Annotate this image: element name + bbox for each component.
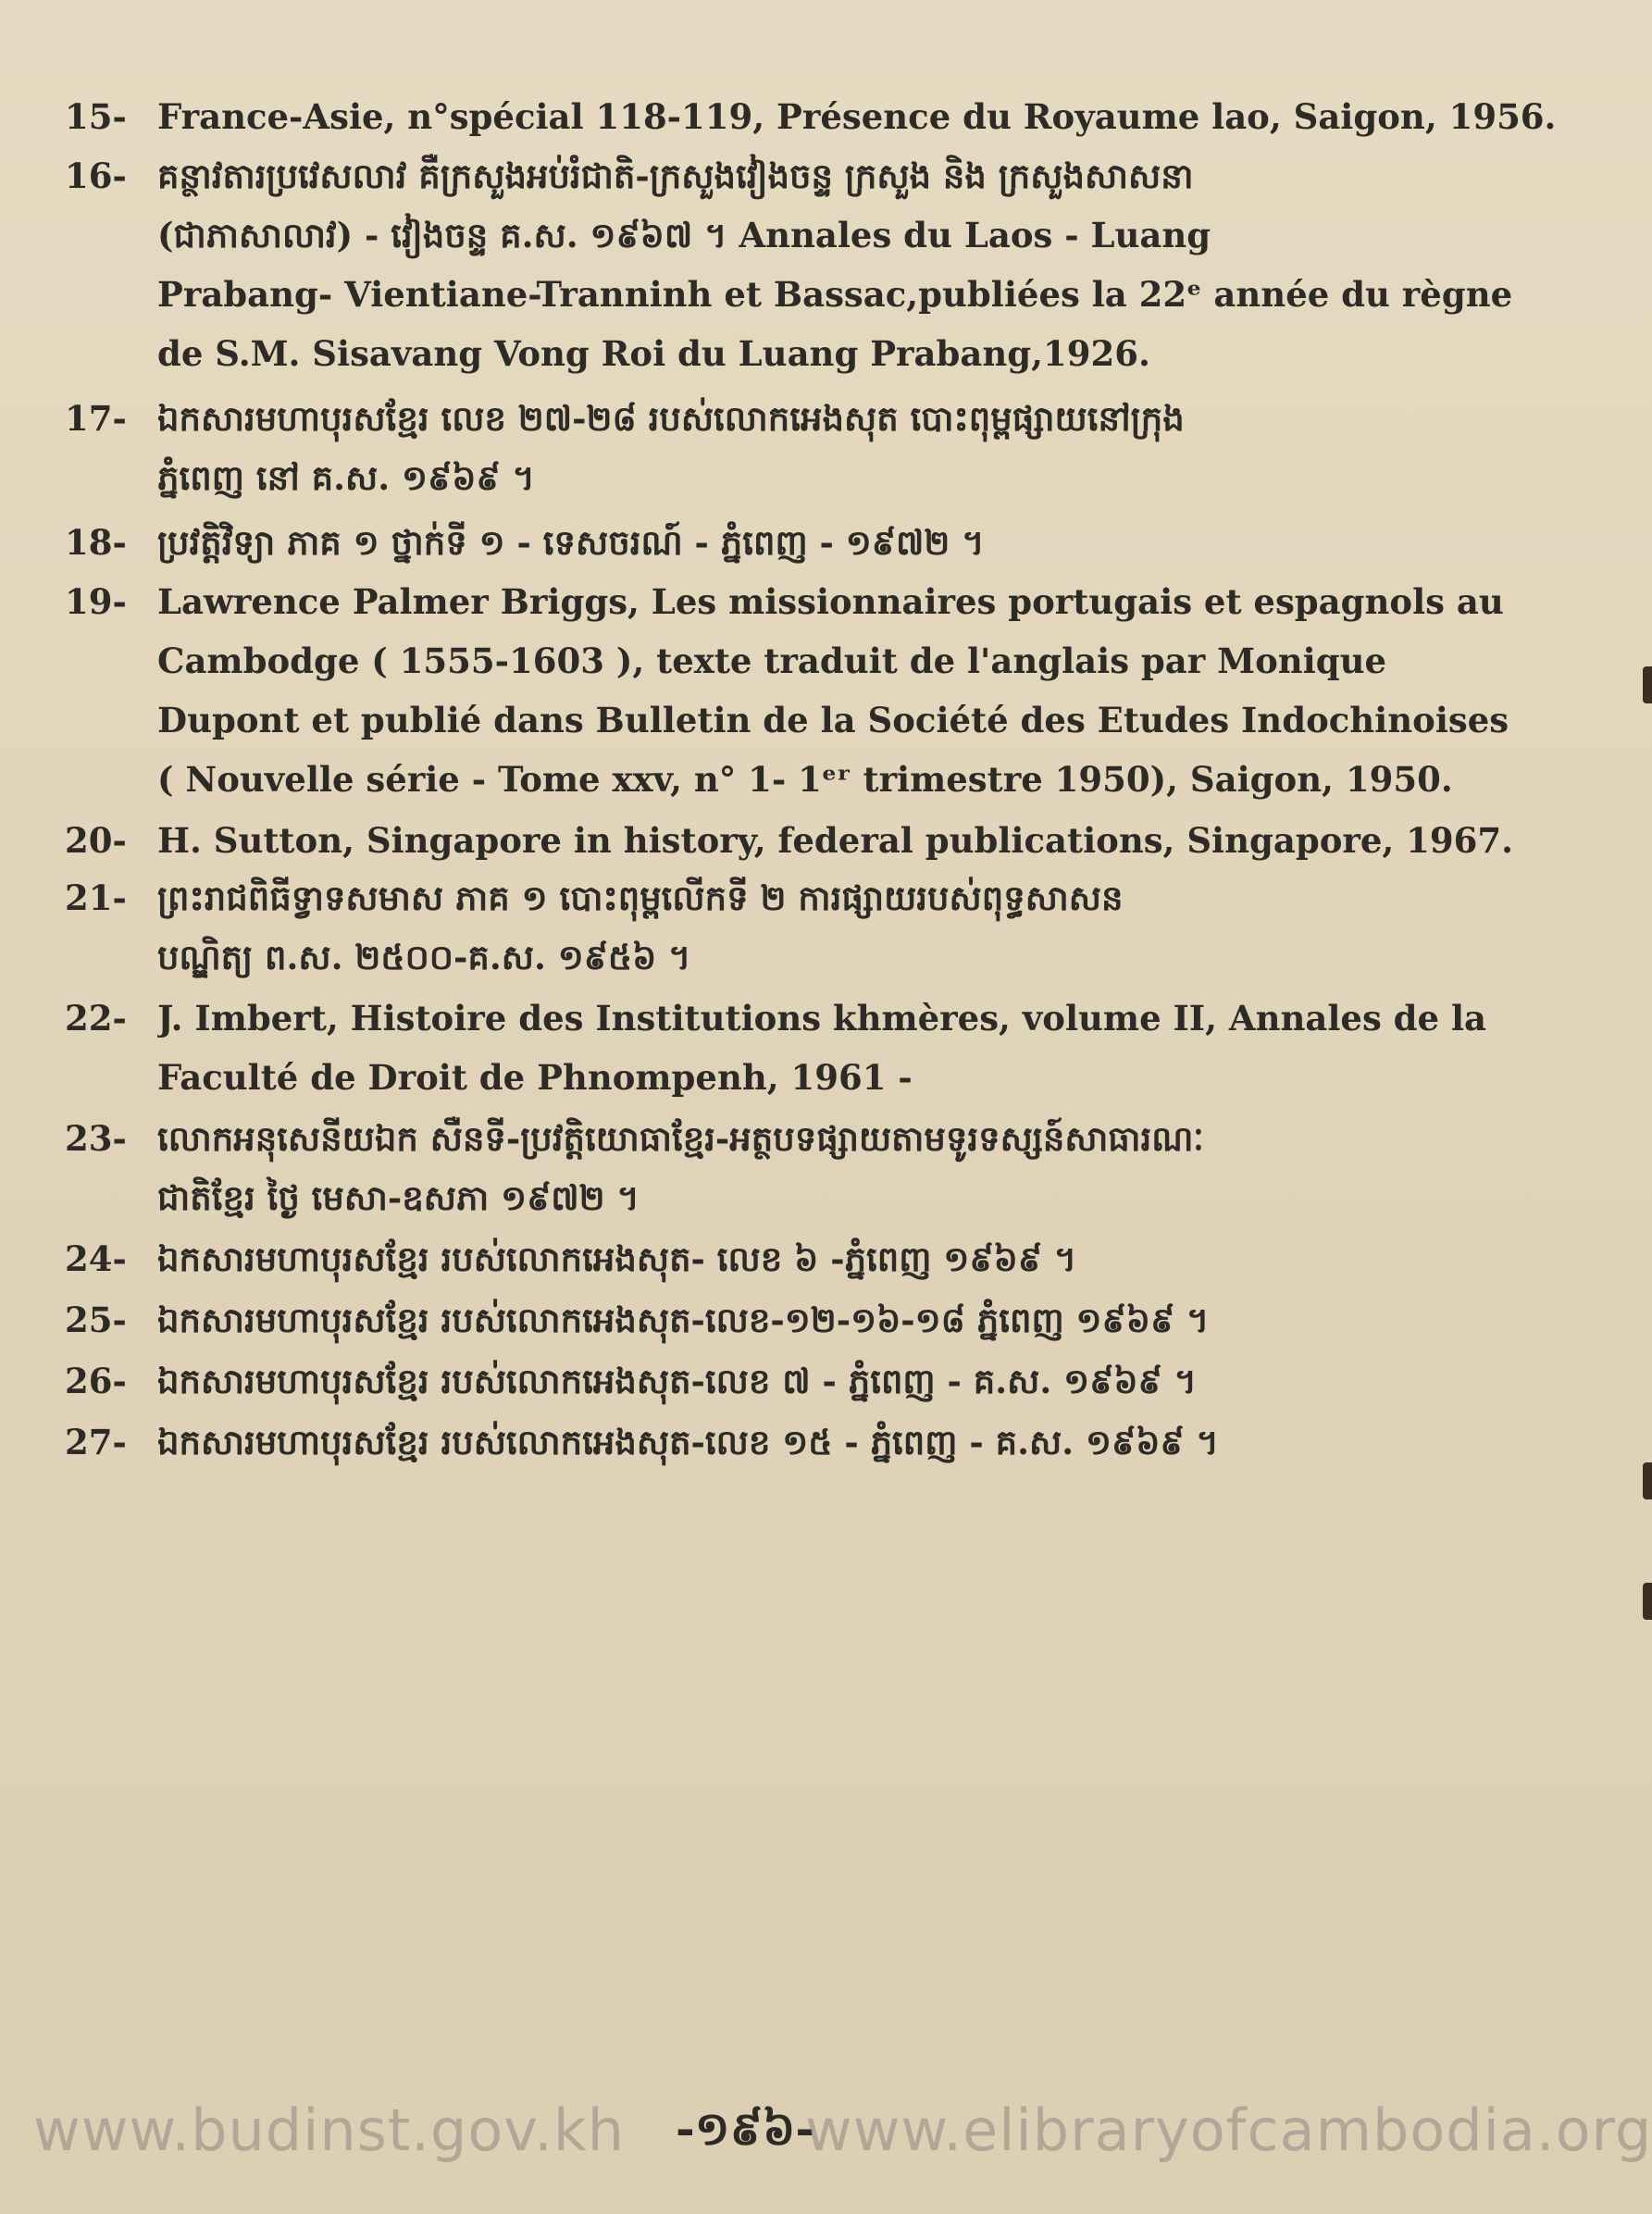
page-edge-mark <box>1643 1583 1652 1620</box>
entry-text <box>157 150 1601 379</box>
entry-line: លោកអនុសេនីយឯក សឺនទី-ប្រវត្តិយោធាខ្មែរ-អត្ថបទផ្សាយតាមទូរទស្សន៍សាធារណៈ <box>157 1118 1204 1159</box>
bibliography-entry <box>65 392 1601 504</box>
entry-line: ឯកសារមហាបុរសខ្មែរ របស់លោកអេងសុត-លេខ ៧ - ភ្នំពេញ - គ.ស. ១៩៦៩ ។ <box>157 1361 1198 1401</box>
bibliography-entry <box>65 992 1601 1103</box>
entry-number: 15- <box>65 96 127 137</box>
entry-line: (ជាភាសាលាវ) - វៀងចន្ទ គ.ស. ១៩៦៧ ។ Annales du Laos - Luang <box>157 215 1211 255</box>
entry-text <box>157 815 1601 866</box>
entry-number: 19- <box>65 581 127 622</box>
bibliography-entry <box>65 516 1601 568</box>
entry-number: 18- <box>65 522 127 563</box>
entry-number: 16- <box>65 155 127 196</box>
entry-number: 25- <box>65 1300 127 1340</box>
entry-line: H. Sutton, Singapore in history, federal publications, Singapore, 1967. <box>157 820 1514 861</box>
entry-line: Faculté de Droit de Phnompenh, 1961 - <box>157 1057 913 1098</box>
bibliography-entry <box>65 91 1601 143</box>
entry-line: ឯកសារមហាបុរសខ្មែរ លេខ ២៧-២៨ របស់លោកអេងសុត បោះពុម្ពផ្សាយនៅក្រុង <box>157 398 1185 439</box>
entry-text <box>157 1294 1601 1346</box>
entry-text <box>157 1355 1601 1407</box>
entry-number: 17- <box>65 398 127 439</box>
entry-line: ឯកសារមហាបុរសខ្មែរ របស់លោកអេងសុត- លេខ ៦ -ភ្នំពេញ ១៩៦៩ ។ <box>157 1238 1077 1279</box>
entry-number: 23- <box>65 1118 127 1159</box>
entry-text <box>157 872 1601 983</box>
page-edge-mark <box>1643 666 1652 703</box>
bibliography-entry <box>65 1113 1601 1224</box>
entry-number: 20- <box>65 820 127 861</box>
entry-line: ឯកសារមហាបុរសខ្មែរ របស់លោកអេងសុត-លេខ-១២-១៦-១៨ ភ្នំពេញ ១៩៦៩ ។ <box>157 1300 1210 1340</box>
page-edge-mark <box>1643 1462 1652 1499</box>
entry-text <box>157 392 1601 504</box>
bibliography-entry <box>65 150 1601 379</box>
page-footer <box>0 2096 1652 2170</box>
entry-number: 26- <box>65 1361 127 1401</box>
bibliography-entry <box>65 1355 1601 1407</box>
page-number: -១៩៦- <box>676 2101 815 2156</box>
entry-text <box>157 516 1601 568</box>
bibliography-entry <box>65 576 1601 805</box>
entry-line: ប្រវត្តិវិទ្យា ភាគ ១ ថ្នាក់ទី ១ - ទេសចរណ៍ - ភ្នំពេញ - ១៩៧២ ។ <box>157 522 985 563</box>
entry-line: ឯកសារមហាបុរសខ្មែរ របស់លោកអេងសុត-លេខ ១៥ - ភ្នំពេញ - គ.ស. ១៩៦៩ ។ <box>157 1422 1219 1462</box>
entry-line: Lawrence Palmer Briggs, Les missionnaires portugais et espagnols au <box>157 581 1504 622</box>
bibliography-entry <box>65 872 1601 983</box>
entry-line: France-Asie, n°spécial 118-119, Présence du Royaume lao, Saigon, 1956. <box>157 96 1557 137</box>
entry-line: Prabang- Vientiane-Tranninh et Bassac,publiées la 22ᵉ année du règne <box>157 274 1513 315</box>
entry-line: គន្ថាវតារប្រវេសលាវ គឺក្រសួងអប់រំជាតិ-ក្រសួងវៀងចន្ទ ក្រសួង និង ក្រសួងសាសនា <box>157 155 1194 196</box>
watermark-elibrary: www.elibraryofcambodia.org <box>805 2096 1652 2164</box>
entry-text <box>157 91 1601 143</box>
bibliography-entry <box>65 815 1601 866</box>
entry-line: ជាតិខ្មែរ ថ្ងៃ មេសា-ឧសភា ១៩៧២ ។ <box>157 1177 640 1218</box>
entry-line: de S.M. Sisavang Vong Roi du Luang Prabang,1926. <box>157 333 1150 374</box>
entry-number: 21- <box>65 877 127 918</box>
entry-text <box>157 576 1601 805</box>
entry-line: Cambodge ( 1555-1603 ), texte traduit de l'anglais par Monique <box>157 641 1387 681</box>
entry-text <box>157 992 1601 1103</box>
entry-line: J. Imbert, Histoire des Institutions khmères, volume II, Annales de la <box>157 998 1486 1039</box>
entry-line: Dupont et publié dans Bulletin de la Société des Etudes Indochinoises <box>157 700 1509 740</box>
entry-line: បណ្ឌិត្យ ព.ស. ២៥០០-គ.ស. ១៩៥៦ ។ <box>157 937 691 977</box>
entry-line: ( Nouvelle série - Tome xxv, n° 1- 1ᵉʳ trimestre 1950), Saigon, 1950. <box>157 759 1453 800</box>
bibliography-entry <box>65 1416 1601 1468</box>
entry-text <box>157 1233 1601 1285</box>
entry-line: ព្រះរាជពិធីទ្វាទសមាស ភាគ ១ បោះពុម្ពលើកទី ២ ការផ្សាយរបស់ពុទ្ធសាសន <box>157 877 1124 918</box>
bibliography-entry <box>65 1233 1601 1285</box>
watermark-budinst: www.budinst.gov.kh <box>33 2096 626 2164</box>
entry-number: 24- <box>65 1238 127 1279</box>
bibliography-list <box>65 83 1601 1468</box>
entry-text <box>157 1416 1601 1468</box>
entry-line: ភ្នំពេញ នៅ គ.ស. ១៩៦៩ ។ <box>157 457 535 498</box>
entry-text <box>157 1113 1601 1224</box>
entry-number: 22- <box>65 998 127 1039</box>
bibliography-entry <box>65 1294 1601 1346</box>
entry-number: 27- <box>65 1422 127 1462</box>
